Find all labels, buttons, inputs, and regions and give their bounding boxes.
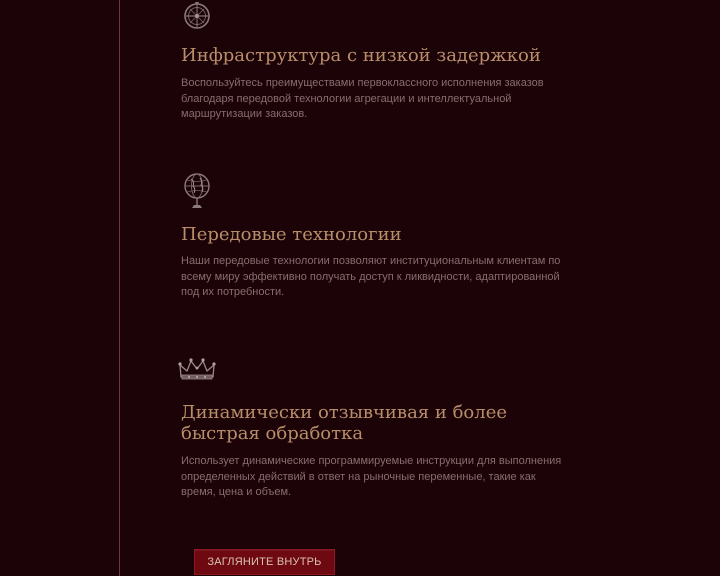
feature-title: Инфраструктура с низкой задержкой (181, 45, 541, 66)
vertical-divider (119, 0, 120, 576)
feature-description: Использует динамические программируемые инструкции для выполнения определенных действий в ответ на рыночные переменные, такие как время, цена и объем. (181, 455, 562, 498)
crown-icon (177, 357, 217, 381)
globe-icon (181, 170, 213, 212)
feature-title: Динамически отзывчивая и более быстрая обработка (181, 402, 508, 444)
compass-icon (181, 0, 213, 34)
feature-description: Наши передовые технологии позволяют институциональным клиентам по всему миру эффективно получать доступ к ликвидности, адаптированной под их потребности. (181, 255, 561, 298)
feature-description: Воспользуйтесь преимуществами первоклассного исполнения заказов благодаря передовой технологии агрегации и интеллектуальной маршрутизации заказов. (181, 77, 544, 120)
feature-title: Передовые технологии (181, 224, 402, 245)
look-inside-button[interactable]: ЗАГЛЯНИТЕ ВНУТРЬ (194, 549, 335, 575)
